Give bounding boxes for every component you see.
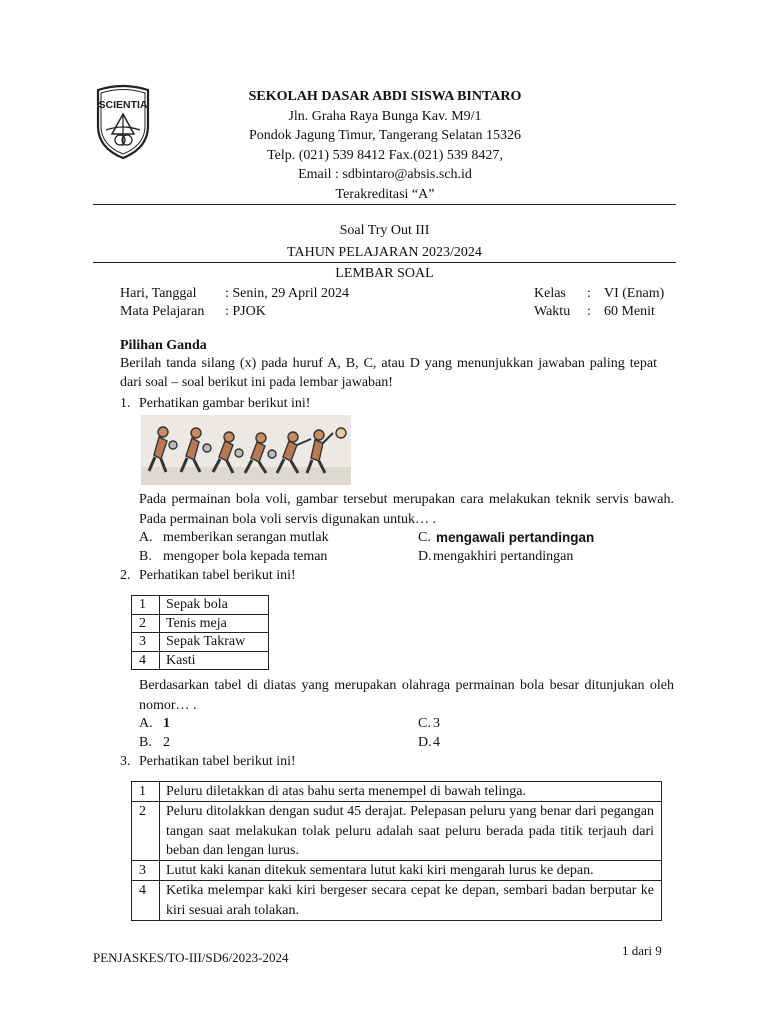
q2-table xyxy=(131,595,269,670)
table-row xyxy=(132,633,269,652)
time-value: 60 Menit xyxy=(604,304,655,319)
q2-option-d-letter: D. xyxy=(418,735,432,750)
table-cell-text: Peluru ditolakkan dengan sudut 45 derajat. Pelepasan peluru yang benar dari pegangan tangan saat melakukan tolak peluru adalah saat peluru berada pada titik terjauh dari beban dan lengan lurus. xyxy=(160,802,662,861)
school-header xyxy=(190,87,580,205)
table-cell-number: 4 xyxy=(132,881,160,921)
school-phone: Telp. (021) 539 8412 Fax.(021) 539 8427, xyxy=(267,147,503,163)
subject-label: Mata Pelajaran xyxy=(120,304,205,319)
table-row xyxy=(132,614,269,633)
q2-option-c-letter: C. xyxy=(418,716,431,731)
q1-number: 1. xyxy=(120,396,131,411)
table-cell-text: Lutut kaki kanan ditekuk sementara lutut kaki kiri mengarah lurus ke depan. xyxy=(160,861,662,881)
exam-year: TAHUN PELAJARAN 2023/2024 xyxy=(287,245,482,260)
q1-option-a-text: memberikan serangan mutlak xyxy=(163,530,329,545)
time-label: Waktu xyxy=(534,304,571,319)
q1-body: Pada permainan bola voli, gambar tersebut merupakan cara melakukan teknik servis bawah. Pada permainan bola voli servis digunakan untuk… . xyxy=(139,492,674,527)
q1-option-c-letter: C. xyxy=(418,530,431,545)
table-cell-number: 1 xyxy=(132,782,160,802)
table-cell-text: Kasti xyxy=(160,651,269,670)
q1-option-b-text: mengoper bola kepada teman xyxy=(163,549,328,564)
table-cell-text: Sepak bola xyxy=(160,596,269,615)
q1-prompt: Perhatikan gambar berikut ini! xyxy=(139,396,311,411)
q2-option-d-text: 4 xyxy=(433,735,440,750)
footer-page-number: 1 dari 9 xyxy=(622,943,662,958)
q1-option-a-letter: A. xyxy=(139,530,153,545)
q2-option-b-letter: B. xyxy=(139,735,152,750)
class-value: VI (Enam) xyxy=(604,286,665,301)
q1-option-d-text: mengakhiri pertandingan xyxy=(433,549,574,564)
q2-prompt: Perhatikan tabel berikut ini! xyxy=(139,568,296,583)
table-row xyxy=(132,782,662,802)
table-cell-number: 2 xyxy=(132,802,160,861)
logo-text: SCIENTIA xyxy=(98,99,148,111)
table-row xyxy=(132,881,662,921)
q1-option-d-letter: D. xyxy=(418,549,432,564)
footer-code: PENJASKES/TO-III/SD6/2023-2024 xyxy=(93,950,289,965)
school-email: Email : sdbintaro@absis.sch.id xyxy=(298,167,472,183)
table-row xyxy=(132,861,662,881)
header-divider xyxy=(93,204,676,205)
day-label: Hari, Tanggal xyxy=(120,286,197,301)
q2-option-c-text: 3 xyxy=(433,716,440,731)
table-cell-number: 4 xyxy=(132,651,160,670)
school-address-2: Pondok Jagung Timur, Tangerang Selatan 15326 xyxy=(249,128,521,144)
subject-value: : PJOK xyxy=(225,304,266,319)
table-cell-text: Sepak Takraw xyxy=(160,633,269,652)
q1-option-b-letter: B. xyxy=(139,549,152,564)
school-address-1: Jln. Graha Raya Bunga Kav. M9/1 xyxy=(288,108,482,124)
q2-option-a-letter: A. xyxy=(139,716,153,731)
table-cell-number: 2 xyxy=(132,614,160,633)
table-row xyxy=(132,651,269,670)
q2-option-a-text: 1 xyxy=(163,716,170,731)
table-cell-number: 3 xyxy=(132,633,160,652)
q2-option-b-text: 2 xyxy=(163,735,170,750)
table-cell-text: Peluru diletakkan di atas bahu serta menempel di bawah telinga. xyxy=(160,782,662,802)
section-title: Pilihan Ganda xyxy=(120,338,207,353)
table-row xyxy=(132,802,662,861)
q2-body: Berdasarkan tabel di diatas yang merupakan olahraga permainan bola besar ditunjukan oleh nomor… . xyxy=(139,678,674,713)
class-sep: : xyxy=(587,286,591,301)
school-accreditation: Terakreditasi “A” xyxy=(335,186,435,202)
table-cell-number: 1 xyxy=(132,596,160,615)
volleyball-serve-illustration xyxy=(141,415,351,485)
table-cell-number: 3 xyxy=(132,861,160,881)
school-logo xyxy=(94,84,152,160)
table-cell-text: Tenis meja xyxy=(160,614,269,633)
section-instruction: Berilah tanda silang (x) pada huruf A, B, C, atau D yang menunjukkan jawaban paling tepat dari soal – soal berikut ini pada lembar jawaban! xyxy=(120,356,657,390)
q3-number: 3. xyxy=(120,754,131,769)
time-sep: : xyxy=(587,304,591,319)
table-cell-text: Ketika melempar kaki kiri bergeser secara cepat ke depan, sembari badan berputar ke kiri sesuai arah tolakan. xyxy=(160,881,662,921)
title-divider xyxy=(93,262,676,263)
q3-table xyxy=(131,781,662,921)
q2-number: 2. xyxy=(120,568,131,583)
school-name: SEKOLAH DASAR ABDI SISWA BINTARO xyxy=(248,89,522,104)
q3-prompt: Perhatikan tabel berikut ini! xyxy=(139,754,296,769)
day-value: : Senin, 29 April 2024 xyxy=(225,286,350,301)
exam-title: Soal Try Out III xyxy=(339,223,430,238)
q1-option-c-text: mengawali pertandingan xyxy=(436,530,595,545)
class-label: Kelas xyxy=(534,286,566,301)
exam-sheet-label: LEMBAR SOAL xyxy=(335,266,434,281)
table-row xyxy=(132,596,269,615)
